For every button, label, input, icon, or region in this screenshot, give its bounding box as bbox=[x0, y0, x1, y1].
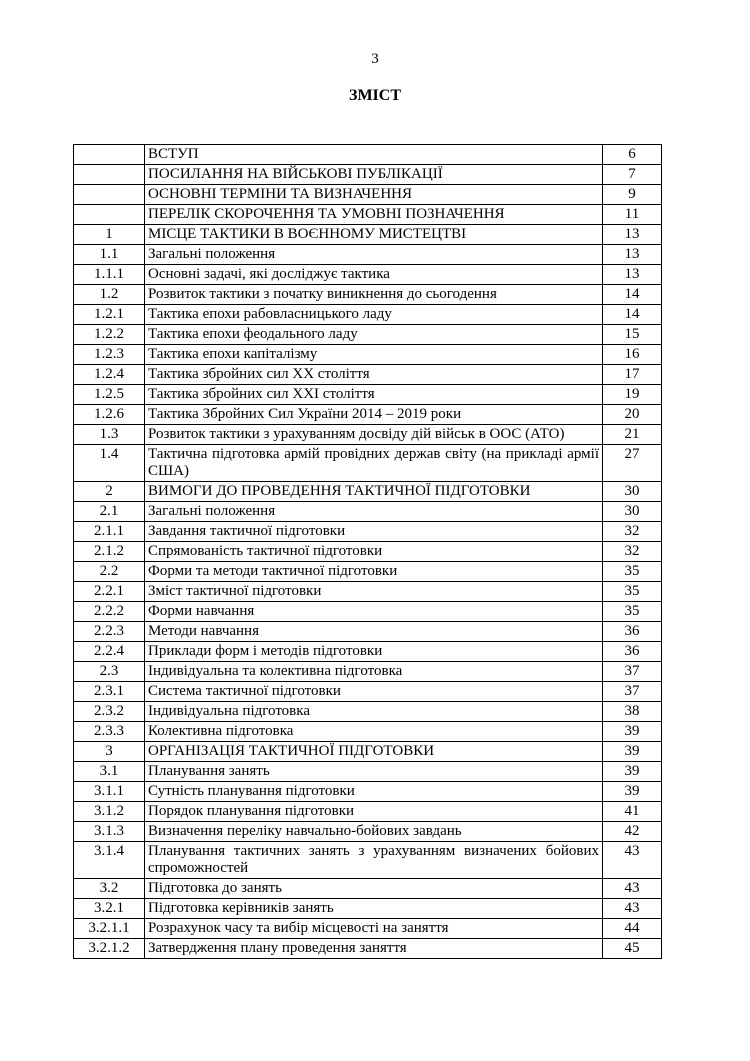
toc-row bbox=[74, 542, 662, 562]
toc-row bbox=[74, 622, 662, 642]
section-title: Тактика епохи рабовласницького ладу bbox=[145, 305, 603, 325]
page-ref: 13 bbox=[603, 265, 662, 285]
section-number bbox=[74, 185, 145, 205]
section-number: 1.2.2 bbox=[74, 325, 145, 345]
page-ref: 43 bbox=[603, 899, 662, 919]
section-number: 2.1.2 bbox=[74, 542, 145, 562]
section-title: Планування тактичних занять з урахуванням визначених бойових спроможностей bbox=[145, 842, 603, 879]
toc-row bbox=[74, 225, 662, 245]
toc-row bbox=[74, 602, 662, 622]
page-ref: 14 bbox=[603, 285, 662, 305]
toc-row bbox=[74, 405, 662, 425]
toc-row bbox=[74, 145, 662, 165]
page-ref: 44 bbox=[603, 919, 662, 939]
section-title: Спрямованість тактичної підготовки bbox=[145, 542, 603, 562]
section-number: 1.3 bbox=[74, 425, 145, 445]
section-title: Індивідуальна та колективна підготовка bbox=[145, 662, 603, 682]
page-ref: 37 bbox=[603, 682, 662, 702]
section-number: 1.1 bbox=[74, 245, 145, 265]
toc-row bbox=[74, 385, 662, 405]
section-number: 1.2.5 bbox=[74, 385, 145, 405]
toc-row bbox=[74, 245, 662, 265]
section-number: 3.1 bbox=[74, 762, 145, 782]
section-title: Тактика збройних сил XXI століття bbox=[145, 385, 603, 405]
page-ref: 43 bbox=[603, 879, 662, 899]
section-number: 1.1.1 bbox=[74, 265, 145, 285]
toc-row bbox=[74, 265, 662, 285]
section-title: Індивідуальна підготовка bbox=[145, 702, 603, 722]
page-ref: 39 bbox=[603, 782, 662, 802]
section-number: 3.1.3 bbox=[74, 822, 145, 842]
section-number: 2.2 bbox=[74, 562, 145, 582]
page-ref: 36 bbox=[603, 642, 662, 662]
section-number: 3.1.4 bbox=[74, 842, 145, 879]
section-title: Розвиток тактики з початку виникнення до сьогодення bbox=[145, 285, 603, 305]
section-title: Підготовка до занять bbox=[145, 879, 603, 899]
section-title: Методи навчання bbox=[145, 622, 603, 642]
section-title: Колективна підготовка bbox=[145, 722, 603, 742]
page-ref: 30 bbox=[603, 482, 662, 502]
section-number: 1.2.6 bbox=[74, 405, 145, 425]
toc-row bbox=[74, 899, 662, 919]
section-title: Форми та методи тактичної підготовки bbox=[145, 562, 603, 582]
section-number: 2 bbox=[74, 482, 145, 502]
section-title: ПЕРЕЛІК СКОРОЧЕННЯ ТА УМОВНІ ПОЗНАЧЕННЯ bbox=[145, 205, 603, 225]
section-title: ОРГАНІЗАЦІЯ ТАКТИЧНОЇ ПІДГОТОВКИ bbox=[145, 742, 603, 762]
section-title: Розвиток тактики з урахуванням досвіду дій військ в ООС (АТО) bbox=[145, 425, 603, 445]
page-ref: 32 bbox=[603, 522, 662, 542]
section-number: 2.3 bbox=[74, 662, 145, 682]
page-ref: 45 bbox=[603, 939, 662, 959]
section-number: 3.2.1 bbox=[74, 899, 145, 919]
toc-row bbox=[74, 522, 662, 542]
page-ref: 14 bbox=[603, 305, 662, 325]
section-number: 2.1.1 bbox=[74, 522, 145, 542]
toc-row bbox=[74, 482, 662, 502]
page-ref: 13 bbox=[603, 245, 662, 265]
page-ref: 19 bbox=[603, 385, 662, 405]
page-ref: 41 bbox=[603, 802, 662, 822]
toc-row bbox=[74, 562, 662, 582]
page-ref: 27 bbox=[603, 445, 662, 482]
toc-row bbox=[74, 802, 662, 822]
section-title: Загальні положення bbox=[145, 245, 603, 265]
section-number: 3.2.1.1 bbox=[74, 919, 145, 939]
page-ref: 16 bbox=[603, 345, 662, 365]
toc-row bbox=[74, 662, 662, 682]
page-ref: 43 bbox=[603, 842, 662, 879]
section-number: 2.1 bbox=[74, 502, 145, 522]
section-title: Форми навчання bbox=[145, 602, 603, 622]
page-ref: 35 bbox=[603, 562, 662, 582]
section-title: Тактична підготовка армій провідних держав світу (на прикладі армії США) bbox=[145, 445, 603, 482]
toc-row bbox=[74, 822, 662, 842]
section-number: 3.2 bbox=[74, 879, 145, 899]
toc-row bbox=[74, 345, 662, 365]
section-title: Тактика епохи капіталізму bbox=[145, 345, 603, 365]
toc-row bbox=[74, 365, 662, 385]
page-ref: 30 bbox=[603, 502, 662, 522]
toc-row bbox=[74, 939, 662, 959]
section-number: 2.2.3 bbox=[74, 622, 145, 642]
section-number: 2.2.1 bbox=[74, 582, 145, 602]
section-number: 3.2.1.2 bbox=[74, 939, 145, 959]
section-number: 1.2 bbox=[74, 285, 145, 305]
page-title: ЗМІСТ bbox=[349, 87, 401, 104]
section-title: ПОСИЛАННЯ НА ВІЙСЬКОВІ ПУБЛІКАЦІЇ bbox=[145, 165, 603, 185]
toc-body bbox=[74, 145, 662, 959]
toc-row bbox=[74, 205, 662, 225]
section-number: 2.3.3 bbox=[74, 722, 145, 742]
section-number: 1.2.1 bbox=[74, 305, 145, 325]
section-title: Зміст тактичної підготовки bbox=[145, 582, 603, 602]
section-number: 2.3.1 bbox=[74, 682, 145, 702]
section-number bbox=[74, 145, 145, 165]
table-of-contents bbox=[73, 144, 662, 959]
page-ref: 35 bbox=[603, 602, 662, 622]
page-ref: 35 bbox=[603, 582, 662, 602]
section-title: Підготовка керівників занять bbox=[145, 899, 603, 919]
section-title: Тактика Збройних Сил України 2014 – 2019 роки bbox=[145, 405, 603, 425]
section-title: Приклади форм і методів підготовки bbox=[145, 642, 603, 662]
toc-row bbox=[74, 445, 662, 482]
section-title: Визначення переліку навчально-бойових завдань bbox=[145, 822, 603, 842]
section-title: Сутність планування підготовки bbox=[145, 782, 603, 802]
page-ref: 37 bbox=[603, 662, 662, 682]
section-title: ВСТУП bbox=[145, 145, 603, 165]
page-ref: 9 bbox=[603, 185, 662, 205]
section-number: 3.1.2 bbox=[74, 802, 145, 822]
page-number: 3 bbox=[371, 51, 379, 67]
section-title: ОСНОВНІ ТЕРМІНИ ТА ВИЗНАЧЕННЯ bbox=[145, 185, 603, 205]
toc-row bbox=[74, 425, 662, 445]
section-title: Тактика епохи феодального ладу bbox=[145, 325, 603, 345]
section-number bbox=[74, 205, 145, 225]
section-number: 1 bbox=[74, 225, 145, 245]
page-ref: 39 bbox=[603, 762, 662, 782]
toc-row bbox=[74, 842, 662, 879]
page-ref: 13 bbox=[603, 225, 662, 245]
page-ref: 38 bbox=[603, 702, 662, 722]
page-ref: 11 bbox=[603, 205, 662, 225]
toc-row bbox=[74, 722, 662, 742]
toc-row bbox=[74, 919, 662, 939]
toc-row bbox=[74, 782, 662, 802]
page-ref: 20 bbox=[603, 405, 662, 425]
toc-row bbox=[74, 502, 662, 522]
page-ref: 7 bbox=[603, 165, 662, 185]
page-ref: 39 bbox=[603, 742, 662, 762]
section-number: 3 bbox=[74, 742, 145, 762]
section-number: 1.2.4 bbox=[74, 365, 145, 385]
section-title: Затвердження плану проведення заняття bbox=[145, 939, 603, 959]
section-title: Планування занять bbox=[145, 762, 603, 782]
toc-row bbox=[74, 879, 662, 899]
section-title: Завдання тактичної підготовки bbox=[145, 522, 603, 542]
section-title: Порядок планування підготовки bbox=[145, 802, 603, 822]
section-title: МІСЦЕ ТАКТИКИ В ВОЄННОМУ МИСТЕЦТВІ bbox=[145, 225, 603, 245]
section-number: 1.2.3 bbox=[74, 345, 145, 365]
toc-row bbox=[74, 582, 662, 602]
toc-row bbox=[74, 702, 662, 722]
section-number: 2.2.2 bbox=[74, 602, 145, 622]
section-title: Основні задачі, які досліджує тактика bbox=[145, 265, 603, 285]
toc-row bbox=[74, 305, 662, 325]
page-ref: 39 bbox=[603, 722, 662, 742]
toc-row bbox=[74, 742, 662, 762]
page-ref: 17 bbox=[603, 365, 662, 385]
toc-row bbox=[74, 285, 662, 305]
section-title: Система тактичної підготовки bbox=[145, 682, 603, 702]
section-number: 2.2.4 bbox=[74, 642, 145, 662]
section-number: 2.3.2 bbox=[74, 702, 145, 722]
page-ref: 6 bbox=[603, 145, 662, 165]
section-title: Тактика збройних сил XX століття bbox=[145, 365, 603, 385]
page-ref: 21 bbox=[603, 425, 662, 445]
page-ref: 32 bbox=[603, 542, 662, 562]
section-number: 1.4 bbox=[74, 445, 145, 482]
section-number: 3.1.1 bbox=[74, 782, 145, 802]
page-ref: 15 bbox=[603, 325, 662, 345]
toc-row bbox=[74, 762, 662, 782]
page-ref: 42 bbox=[603, 822, 662, 842]
toc-row bbox=[74, 185, 662, 205]
section-number bbox=[74, 165, 145, 185]
section-title: Розрахунок часу та вибір місцевості на заняття bbox=[145, 919, 603, 939]
toc-row bbox=[74, 682, 662, 702]
toc-row bbox=[74, 165, 662, 185]
toc-row bbox=[74, 325, 662, 345]
page-ref: 36 bbox=[603, 622, 662, 642]
section-title: ВИМОГИ ДО ПРОВЕДЕННЯ ТАКТИЧНОЇ ПІДГОТОВКИ bbox=[145, 482, 603, 502]
section-title: Загальні положення bbox=[145, 502, 603, 522]
toc-row bbox=[74, 642, 662, 662]
